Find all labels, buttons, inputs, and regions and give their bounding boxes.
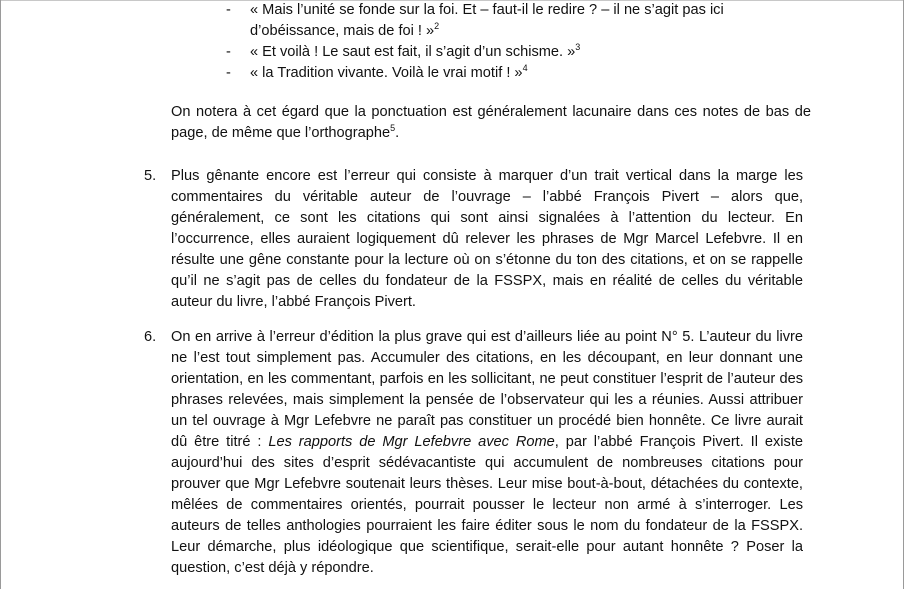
- bullet-dash: -: [226, 44, 231, 60]
- quote-text: « la Tradition vivante. Voilà le vrai motif ! »: [250, 65, 523, 81]
- page-border-right: [903, 0, 904, 589]
- book-title: Les rapports de Mgr Lefebvre avec Rome: [268, 434, 555, 450]
- footnote-ref: 3: [575, 42, 581, 53]
- item-6-paragraph: [171, 327, 803, 579]
- footnote-ref: 2: [434, 21, 440, 32]
- note-text: On notera à cet égard que la ponctuation est généralement lacunaire dans ces notes de bas de page, de même que l’orthographe: [171, 104, 811, 141]
- item-5-text: Plus gênante encore est l’erreur qui consiste à marquer d’un trait vertical dans la marge les commentaires du véritable auteur de l’ouvrage – l’abbé François Pivert – alors que, généralement, ce sont les citations qui sont ainsi signalées à l’attention du lecteur. En l’occurrence, elles auraient logiquement dû relever les phrases de Mgr Marcel Lefebvre. Il en résulte une gêne constante pour la lecture où on s’étonne du ton des citations, et on se rappelle qu’il ne s’agit pas de celles du fondateur de la FSSPX, mais en réalité de celles du véritable auteur du livre, l’abbé François Pivert.: [171, 168, 803, 310]
- footnote-ref: 4: [522, 63, 528, 74]
- list-item: [226, 0, 816, 42]
- bullet-dash: -: [226, 65, 231, 81]
- item-6-text-after: , par l’abbé François Pivert. Il existe aujourd’hui des sites d’esprit sédévacantiste qui accumulent de nombreuses citations pour prouver que Mgr Lefebvre soutenait leurs thèses. Leur mise bout-à-bout, détachées du contexte, mêlées de commentaires orientés, pourrait pousser le lecteur non armé à s’interroger. Les auteurs de telles anthologies pourraient les faire éditer sous le nom du fondateur de la FSSPX. Leur démarche, plus idéologique que scientifique, serait-elle pour autant honnête ? Poser la question, c’est déjà y répondre.: [171, 434, 804, 576]
- note-end: .: [395, 125, 400, 141]
- list-item: [226, 42, 816, 63]
- item-number-5: 5.: [144, 168, 157, 184]
- quote-list: [226, 0, 816, 84]
- item-5-paragraph: [171, 166, 803, 313]
- bullet-dash: -: [226, 2, 231, 18]
- quote-text-line2: d’obéissance, mais de foi ! »: [250, 23, 435, 39]
- item-6-text-before: On en arrive à l’erreur d’édition la plus grave qui est d’ailleurs liée au point N° 5. L’auteur du livre ne l’est tout simplement pas. Accumuler des citations, en les découpant, en leur donnant une orientation, en les commentant, parfois en les sollicitant, ne peut constituer l’esprit de l’auteur des phrases relevées, mais simplement la pensée de l’observateur qui les a réunies. Aussi attribuer un tel ouvrage à Mgr Lefebvre ne paraît pas constituer un procédé bien honnête. Ce livre aurait dû être titré :: [171, 329, 803, 450]
- list-item: [226, 63, 816, 84]
- quote-text-line1: « Mais l’unité se fonde sur la foi. Et – faut-il le redire ? – il ne s’agit pas ici: [250, 2, 724, 18]
- item-number-6: 6.: [144, 329, 157, 345]
- page-border-left: [0, 0, 1, 589]
- note-paragraph: [171, 102, 811, 144]
- footnote-ref: 5: [390, 123, 396, 134]
- quote-text: « Et voilà ! Le saut est fait, il s’agit d’un schisme. »: [250, 44, 576, 60]
